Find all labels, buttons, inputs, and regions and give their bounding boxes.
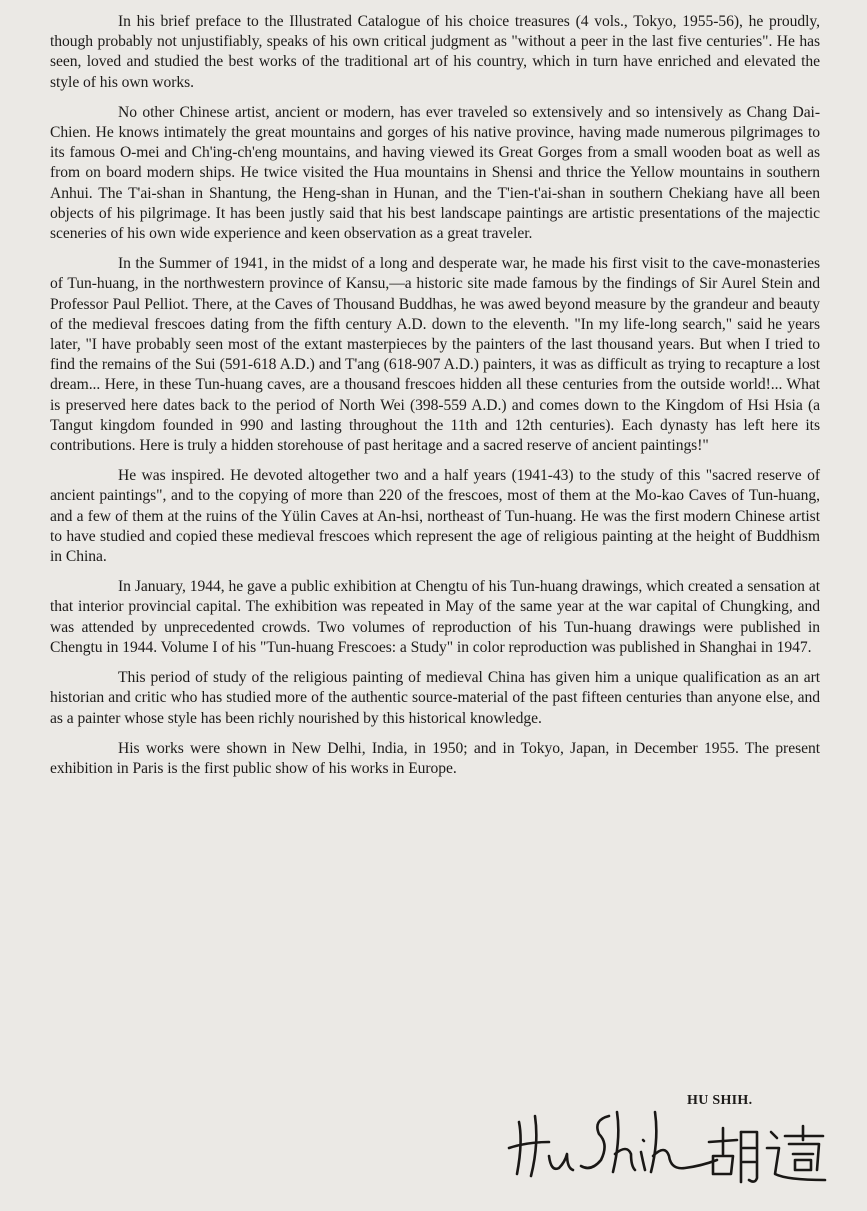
paragraph-6: This period of study of the religious painting of medieval China has given him a unique qualification as an art historian and critic who has studied more of the authentic source-material of the past fifteen centuries than anyone else, and as a painter whose style has been richly nourished by this historical knowledge. [50,669,820,727]
signature-block [505,1082,845,1192]
paragraph-1: In his brief preface to the Illustrated Catalogue of his choice treasures (4 vols., Tokyo, 1955-56), he proudly, though probably not unjustifiably, speaks of his own critical judgment as "without a peer in the last five centuries". He has seen, loved and studied the best works of the traditional art of his country, which in turn have enriched and elevated the style of his own works. [50,13,820,91]
paragraph-5: In January, 1944, he gave a public exhibition at Chengtu of his Tun-huang drawings, which created a sensation at that interior provincial capital. The exhibition was repeated in May of the same year at the war capital of Chungking, and was attended by unprecedented crowds. Two volumes of reproduction of his Tun-huang drawings were published in Chengtu in 1944. Volume I of his "Tun-huang Frescoes: a Study" in color reproduction was published in Shanghai in 1947. [50,578,820,656]
paragraph-2: No other Chinese artist, ancient or modern, has ever traveled so extensively and so intensively as Chang Dai-Chien. He knows intimately the great mountains and gorges of his native province, having made numerous pilgrimages to its famous O-mei and Ch'ing-ch'eng mountains, and having viewed its Great Gorges from a small wooden boat as well as from on board modern ships. He twice visited the Hua mountains in Shensi and thrice the Yellow mountains in southern Anhui. The T'ai-shan in Shantung, the Heng-shan in Hunan, and the T'ien-t'ai-shan in southern Chekiang have all been objects of his pilgrimage. It has been justly said that his best landscape paintings are artistic presentations of the majectic sceneries of his own wide experience and keen observation as a great traveler. [50,103,820,243]
author-name: HU SHIH. [687,1093,753,1108]
paragraph-3: In the Summer of 1941, in the midst of a long and desperate war, he made his first visit to the cave-monasteries of Tun-huang, in the northwestern province of Kansu,—a historic site made famous by the findings of Sir Aurel Stein and Professor Paul Pelliot. There, at the Caves of Thousand Buddhas, he was awed beyond measure by the grandeur and beauty of the medieval frescoes dating from the fifth century A.D. down to the eleventh. "In my life-long search," said he years later, "I have probably seen most of the extant masterpieces by the painters of the last thousand years. But when I tried to find the remains of the Sui (591-618 A.D.) and T'ang (618-907 A.D.) painters, it was as difficult as trying to recapture a lost dream... Here, in these Tun-huang caves, are a thousand frescoes hidden all these centuries from the outside world!... What is preserved here dates back to the period of North Wei (398-559 A.D.) and comes down to the Kingdom of Hsi Hsia (a Tangut kingdom founded in 990 and lasting throughout the 11th and 12th centuries). Each dynasty has left here its contributions. Here is truly a hidden storehouse of past heritage and a sacred reserve of ancient paintings!" [50,255,820,455]
document-body [50,12,820,789]
paragraph-7: His works were shown in New Delhi, India, in 1950; and in Tokyo, Japan, in December 1955. The present exhibition in Paris is the first public show of his works in Europe. [50,739,820,777]
handwritten-signature [505,1082,845,1192]
paragraph-4: He was inspired. He devoted altogether two and a half years (1941-43) to the study of this "sacred reserve of ancient paintings", and to the copying of more than 220 of the frescoes, most of them at the Mo-kao Caves of Tun-huang, and a few of them at the ruins of the Yülin Caves at An-hsi, northeast of Tun-huang. He was the first modern Chinese artist to have studied and copied these medieval frescoes which represent the age of religious painting at the height of Buddhism in China. [50,467,820,566]
